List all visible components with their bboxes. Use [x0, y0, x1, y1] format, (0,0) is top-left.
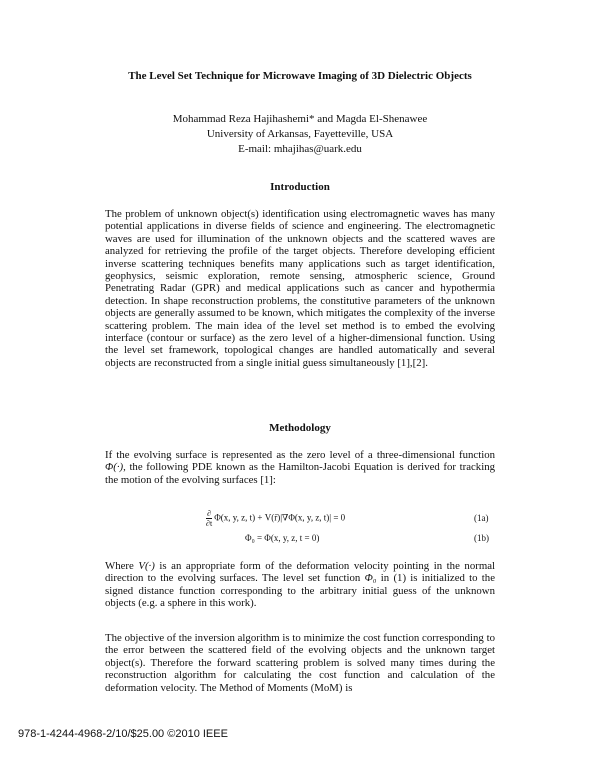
copyright-footer: 978-1-4244-4968-2/10/$25.00 ©2010 IEEE: [18, 728, 228, 740]
methodology-heading: Methodology: [269, 422, 331, 434]
methodology-p2-where: Where: [105, 560, 139, 572]
methodology-paragraph-2: [105, 560, 495, 610]
introduction-heading: Introduction: [270, 181, 330, 193]
partial-derivative-fraction: [206, 509, 212, 528]
author-email: E-mail: mhajihas@uark.edu: [238, 143, 362, 155]
methodology-p1-after: , the following PDE known as the Hamilton-Jacobi Equation is derived for tracking the motion of the evolving surfaces [1]:: [105, 461, 495, 486]
paper-title: The Level Set Technique for Microwave Imaging of 3D Dielectric Objects: [128, 70, 472, 82]
equation-1a-number: (1a): [474, 513, 489, 523]
introduction-paragraph: The problem of unknown object(s) identification using electromagnetic waves has many potential applications in diverse fields of science and engineering. The electromagnetic waves are used for illumination of the unknown objects and the scattered waves are analyzed for retrieving the profile of the target objects. Therefore developing efficient inverse scattering techniques benefits many applications such as target identification, geophysics, seismic exploration, remote sensing, atmospheric science, Ground Penetrating Radar (GPR) and medical applications such as cancer and hypothermia detection. In shape reconstruction problems, the constitutive parameters of the unknown objects are generally assumed to be known, which mitigates the complexity of the inverse scattering problem. The main idea of the level set method is to embed the evolving interface (contour or surface) as the zero level of a higher-dimensional function. Using the level set framework, topological changes are handled automatically and several objects are reconstructed from a single initial guess simultaneously [1],[2].: [105, 208, 495, 369]
fraction-denominator: ∂t: [206, 519, 213, 528]
author-block: [0, 112, 600, 157]
velocity-symbol: V(·): [138, 560, 155, 572]
methodology-paragraph-3: The objective of the inversion algorithm is to minimize the cost function corresponding to the error between the scattered field of the evolving objects and the unknown target object(s). Therefore the forward scattering problem is solved many times during the reconstruction algorithm for calculating the cost function and calculation of the deformation velocity. The Method of Moments (MoM) is: [105, 632, 495, 694]
equation-1a: [206, 509, 345, 528]
methodology-p2-end: in (1) is initialized to the signed distance function corresponding to the arbitrary initial guess of the unknown objects (e.g. a sphere in this work).: [105, 572, 495, 610]
author-affiliation: University of Arkansas, Fayetteville, USA: [206, 128, 394, 140]
author-names: Mohammad Reza Hajihashemi* and Magda El-Shenawee: [172, 113, 428, 125]
methodology-p2-mid: is an appropriate form of the deformation velocity pointing in the normal direction to the evolving surfaces. The level set function: [105, 560, 496, 585]
phi0-symbol: Φ₀: [364, 572, 377, 585]
phi-symbol: Φ(·): [105, 461, 124, 474]
equation-1b-number: (1b): [474, 533, 489, 543]
methodology-p1-before: If the evolving surface is represented as the zero level of a three-dimensional function: [105, 449, 495, 461]
equation-1a-body: Φ(x, y, z, t) + V(r̄)|∇Φ(x, y, z, t)| = 0: [214, 512, 346, 523]
fraction-numerator: ∂: [207, 509, 212, 518]
methodology-paragraph-1: [105, 449, 495, 486]
equation-1b: Φ₀ = Φ(x, y, z, t = 0): [245, 533, 320, 543]
